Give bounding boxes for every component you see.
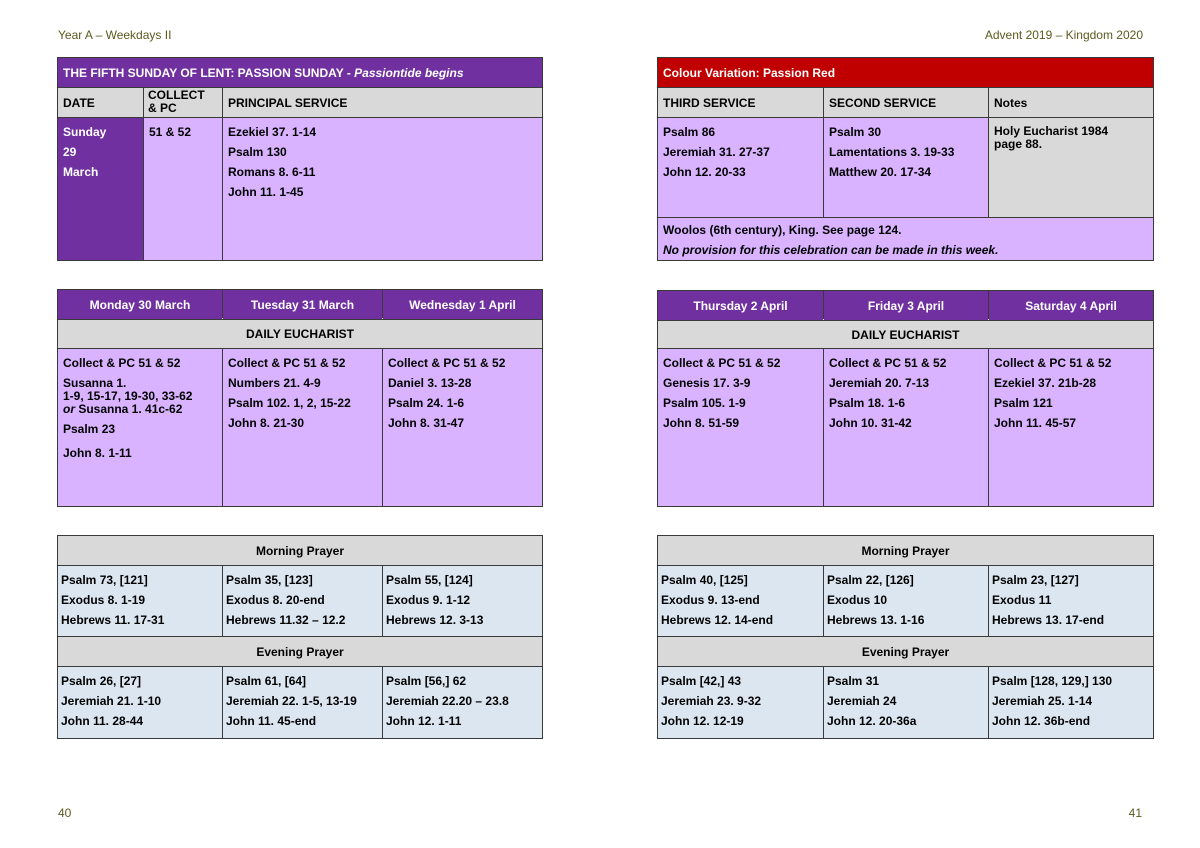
prayer-table-right [657, 535, 1154, 739]
reading: John 11. 28-44 [61, 714, 144, 728]
morning-cell [58, 566, 222, 636]
reading: Exodus 10 [827, 593, 888, 607]
day-label: Friday 3 April [867, 298, 945, 313]
reading-alternative [63, 403, 217, 416]
daily-eucharist-header [658, 321, 1153, 348]
header-date-label: DATE [63, 95, 95, 110]
header-collect [144, 88, 222, 117]
reading: Jeremiah 23. 9-32 [661, 694, 762, 708]
sunday-title-row [58, 58, 542, 87]
evening-cell [383, 667, 542, 738]
reading: John 11. 45-57 [994, 416, 1077, 430]
reading: Jeremiah 31. 27-37 [663, 145, 770, 159]
header-notes [989, 88, 1153, 117]
reading: John 11. 45-end [226, 714, 317, 728]
reading: Hebrews 11.32 – 12.2 [226, 613, 346, 627]
reading: Jeremiah 22. 1-5, 13-19 [226, 694, 357, 708]
third-service-cell [658, 118, 823, 217]
evening-prayer-title: Evening Prayer [256, 644, 344, 659]
header-collect-line1: COLLECT [148, 88, 205, 102]
evening-prayer-header [58, 637, 542, 666]
header-third-label: THIRD SERVICE [663, 95, 756, 110]
sunday-collect-cell [144, 118, 222, 260]
reading: John 12. 20-36a [827, 714, 917, 728]
footnote-text: Woolos (6th century), King. See page 124. [663, 223, 902, 237]
reading: Psalm 23, [127] [992, 573, 1079, 587]
evening-prayer-header [658, 637, 1153, 666]
reading: John 8. 31-47 [388, 416, 465, 430]
morning-cell [383, 566, 542, 636]
reading: Exodus 9. 13-end [661, 593, 760, 607]
evening-cell [824, 667, 988, 738]
reading: Exodus 11 [992, 593, 1052, 607]
eucharist-cell [58, 349, 222, 506]
day-header [658, 291, 823, 320]
reading: John 12. 20-33 [663, 165, 746, 179]
reading: Psalm 35, [123] [226, 573, 313, 587]
collect-line: Collect & PC 51 & 52 [388, 356, 506, 370]
morning-prayer-title: Morning Prayer [861, 543, 950, 558]
reading: Hebrews 12. 14-end [661, 613, 774, 627]
running-header-left: Year A – Weekdays II [58, 28, 172, 42]
reading: Exodus 8. 1-19 [61, 593, 146, 607]
collect-value: 51 & 52 [149, 125, 192, 139]
reading: Jeremiah 24 [827, 694, 897, 708]
reading: John 12. 12-19 [661, 714, 744, 728]
evening-cell [58, 667, 222, 738]
eucharist-cell [658, 349, 823, 506]
prayer-table-left [57, 535, 543, 739]
reading: Psalm 105. 1-9 [663, 396, 746, 410]
morning-cell [989, 566, 1153, 636]
reading: Psalm 102. 1, 2, 15-22 [228, 396, 351, 410]
header-collect-line2: & PC [148, 101, 177, 115]
notes-cell [989, 118, 1153, 217]
day-label: Tuesday 31 March [250, 297, 355, 312]
reading: Susanna 1. [63, 376, 127, 390]
page-number-right: 41 [1128, 806, 1142, 820]
reading: John 10. 31-42 [829, 416, 912, 430]
colour-variation-table [657, 57, 1154, 261]
evening-cell [658, 667, 823, 738]
reading: John 11. 1-45 [228, 185, 304, 199]
sunday-title: THE FIFTH SUNDAY OF LENT: PASSION SUNDAY - [63, 65, 355, 80]
reading: Numbers 21. 4-9 [228, 376, 321, 390]
morning-cell [824, 566, 988, 636]
eucharist-cell [223, 349, 382, 506]
reading: Psalm 30 [829, 125, 882, 139]
reading: Ezekiel 37. 1-14 [228, 125, 317, 139]
eucharist-cell [824, 349, 988, 506]
reading: Jeremiah 25. 1-14 [992, 694, 1093, 708]
day-header [223, 290, 382, 319]
reading: Psalm [42,] 43 [661, 674, 742, 688]
morning-prayer-header [658, 536, 1153, 565]
colour-variation-title: Colour Variation: Passion Red [663, 65, 836, 80]
reading: Matthew 20. 17-34 [829, 165, 932, 179]
reading: Psalm [56,] 62 [386, 674, 467, 688]
reading: Daniel 3. 13-28 [388, 376, 472, 390]
header-date [58, 88, 143, 117]
reading: Hebrews 13. 1-16 [827, 613, 925, 627]
day-label: Wednesday 1 April [409, 297, 516, 312]
reading: John 8. 51-59 [663, 416, 740, 430]
header-principal [223, 88, 542, 117]
reading: Hebrews 11. 17-31 [61, 613, 165, 627]
evening-prayer-title: Evening Prayer [861, 644, 950, 659]
eucharist-table-right [657, 290, 1154, 507]
reading: Exodus 8. 20-end [226, 593, 325, 607]
reading: Psalm 31 [827, 674, 880, 688]
evening-cell [989, 667, 1153, 738]
collect-line: Collect & PC 51 & 52 [829, 356, 947, 370]
reading: John 12. 36b-end [992, 714, 1091, 728]
reading: Psalm 22, [126] [827, 573, 914, 587]
colour-variation-title-row [658, 58, 1153, 87]
eucharist-cell [383, 349, 542, 506]
collect-line: Collect & PC 51 & 52 [994, 356, 1112, 370]
header-notes-label: Notes [994, 95, 1028, 110]
reading: Jeremiah 21. 1-10 [61, 694, 162, 708]
reading: John 12. 1-11 [386, 714, 462, 728]
date-month: March [63, 165, 99, 179]
day-header [824, 291, 988, 320]
sunday-principal-cell [223, 118, 542, 260]
collect-line: Collect & PC 51 & 52 [63, 356, 181, 370]
reading: Exodus 9. 1-12 [386, 593, 471, 607]
alt-reading: Susanna 1. 41c-62 [75, 402, 183, 416]
reading: Romans 8. 6-11 [228, 165, 316, 179]
reading: Psalm 130 [228, 145, 287, 159]
reading: Psalm [128, 129,] 130 [992, 674, 1113, 688]
day-header [58, 290, 222, 319]
morning-cell [658, 566, 823, 636]
day-header [383, 290, 542, 319]
notes-line: page 88. [994, 137, 1043, 151]
second-service-cell [824, 118, 988, 217]
reading: Jeremiah 22.20 – 23.8 [386, 694, 509, 708]
reading: Hebrews 13. 17-end [992, 613, 1105, 627]
morning-cell [223, 566, 382, 636]
reading: Psalm 40, [125] [661, 573, 748, 587]
reading: Hebrews 12. 3-13 [386, 613, 484, 627]
reading: Psalm 18. 1-6 [829, 396, 906, 410]
header-second-service [824, 88, 988, 117]
reading: Jeremiah 20. 7-13 [829, 376, 930, 390]
date-number: 29 [63, 145, 77, 159]
reading: Ezekiel 37. 21b-28 [994, 376, 1097, 390]
sunday-date-cell [58, 118, 143, 260]
reading: Psalm 86 [663, 125, 716, 139]
reading: John 8. 21-30 [228, 416, 305, 430]
reading: Psalm 23 [63, 422, 116, 436]
reading: Psalm 55, [124] [386, 573, 473, 587]
reading: Psalm 73, [121] [61, 573, 148, 587]
running-header-right: Advent 2019 – Kingdom 2020 [984, 28, 1143, 42]
sunday-title-italic: Passiontide begins [354, 65, 464, 80]
day-label: Saturday 4 April [1025, 298, 1117, 313]
reading: Psalm 26, [27] [61, 674, 142, 688]
reading: Psalm 61, [64] [226, 674, 307, 688]
reading: Genesis 17. 3-9 [663, 376, 751, 390]
reading: Psalm 121 [994, 396, 1053, 410]
footnote-italic: No provision for this celebration can be made in this week. [663, 243, 999, 257]
morning-prayer-title: Morning Prayer [255, 543, 345, 558]
eucharist-table-left [57, 289, 543, 507]
header-third-service [658, 88, 823, 117]
notes-line: Holy Eucharist 1984 [994, 124, 1109, 138]
section-label: DAILY EUCHARIST [851, 327, 960, 342]
footnote-cell [658, 218, 1153, 260]
daily-eucharist-header [58, 320, 542, 348]
day-label: Monday 30 March [89, 297, 191, 312]
reading: 1-9, 15-17, 19-30, 33-62 [63, 389, 193, 403]
collect-line: Collect & PC 51 & 52 [663, 356, 781, 370]
reading: Lamentations 3. 19-33 [829, 145, 955, 159]
eucharist-cell [989, 349, 1153, 506]
reading: Psalm 24. 1-6 [388, 396, 465, 410]
sunday-table [57, 57, 543, 261]
date-day: Sunday [63, 125, 107, 139]
day-label: Thursday 2 April [693, 298, 788, 313]
section-label: DAILY EUCHARIST [245, 327, 355, 341]
page-number-left: 40 [58, 806, 72, 820]
or-label: or [63, 402, 75, 416]
header-principal-label: PRINCIPAL SERVICE [228, 95, 348, 110]
collect-line: Collect & PC 51 & 52 [228, 356, 346, 370]
morning-prayer-header [58, 536, 542, 565]
header-second-label: SECOND SERVICE [829, 95, 937, 110]
evening-cell [223, 667, 382, 738]
day-header [989, 291, 1153, 320]
reading: John 8. 1-11 [63, 446, 132, 460]
